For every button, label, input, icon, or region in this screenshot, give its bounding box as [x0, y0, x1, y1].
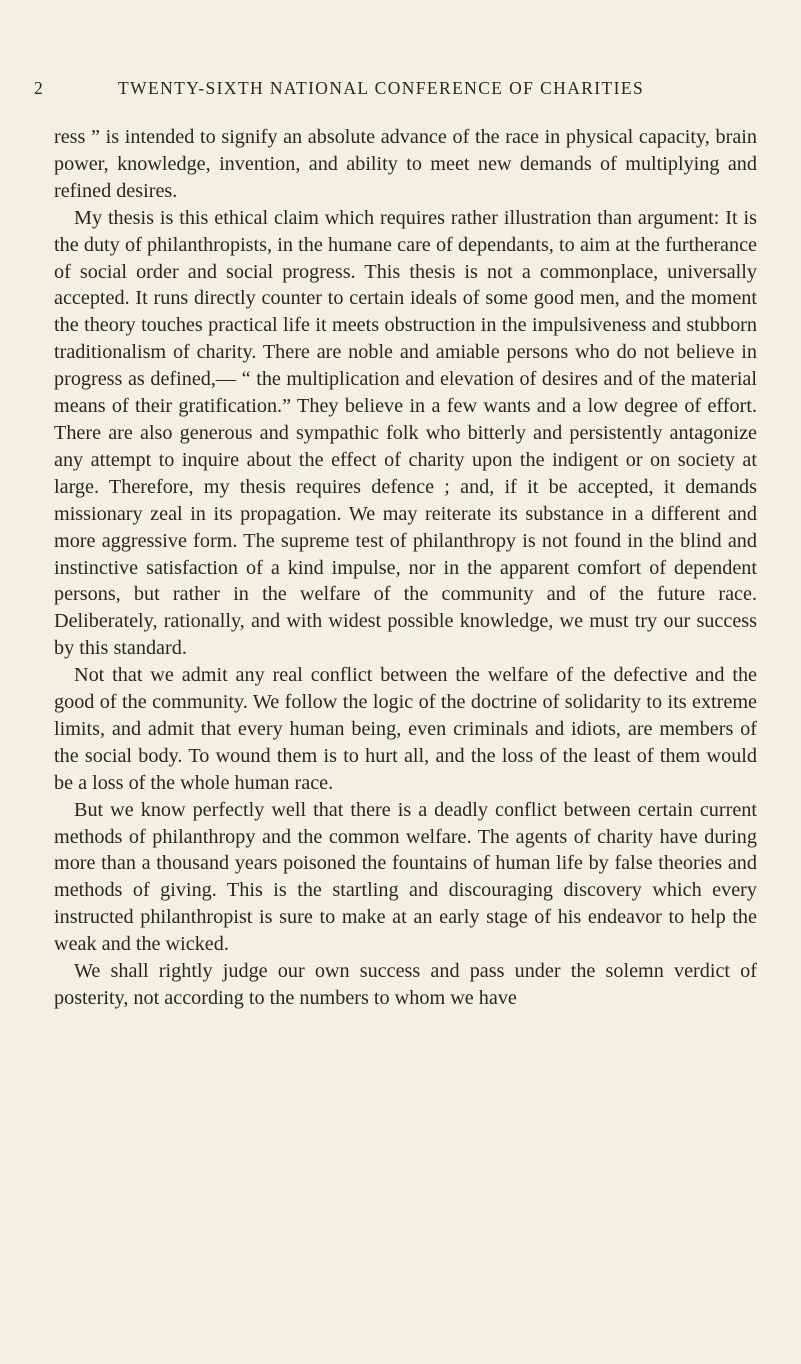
page-number: 2 — [34, 78, 45, 98]
paragraph: ress ” is intended to signify an absolute advance of the race in physical capacity, brain power, knowledge, invention, and ability to meet new demands of multiplying and refined desires. — [54, 126, 757, 202]
paragraph: We shall rightly judge our own success and pass under the solemn verdict of posterity, not according to the numbers to whom we have — [54, 960, 757, 1009]
page-header — [34, 78, 757, 104]
paragraph: But we know perfectly well that there is a deadly conflict between certain current methods of philanthropy and the common welfare. The agents of charity have during more than a thousand years poisoned the fountains of human life by false theories and methods of giving. This is the startling and discouraging discovery which every instructed philanthropist is sure to make at an early stage of his endeavor to help the weak and the wicked. — [54, 798, 757, 956]
running-head: TWENTY-SIXTH NATIONAL CONFERENCE OF CHARITIES — [118, 78, 645, 98]
paragraph: Not that we admit any real conflict between the welfare of the defective and the good of the community. We follow the logic of the doctrine of solidarity to its extreme limits, and admit that every human being, even criminals and idiots, are members of the social body. To wound them is to hurt all, and the loss of the least of them would be a loss of the whole human race. — [54, 664, 757, 794]
body-text — [54, 124, 757, 1012]
paragraph: My thesis is this ethical claim which requires rather illustration than argument: It is the duty of philanthropists, in the humane care of dependants, to aim at the furtherance of social order and social progress. This thesis is not a commonplace, universally accepted. It runs directly counter to certain ideals of some good men, and the moment the theory touches practical life it meets obstruction in the impulsiveness and stubborn traditionalism of charity. There are noble and amiable persons who do not believe in progress as defined,— “ the multiplication and elevation of desires and of the material means of their gratification.” They believe in a few wants and a low degree of effort. There are also generous and sympathic folk who bitterly and persistently antagonize any attempt to inquire about the effect of charity upon the indigent or on society at large. Therefore, my thesis requires defence ; and, if it be accepted, it demands missionary zeal in its propagation. We may reiterate its substance in a different and more aggressive form. The supreme test of philanthropy is not found in the blind and instinctive satisfaction of a kind impulse, nor in the apparent comfort of dependent persons, but rather in the welfare of the community and of the future race. Deliberately, rationally, and with widest possible knowledge, we must try our success by this standard. — [54, 206, 757, 660]
